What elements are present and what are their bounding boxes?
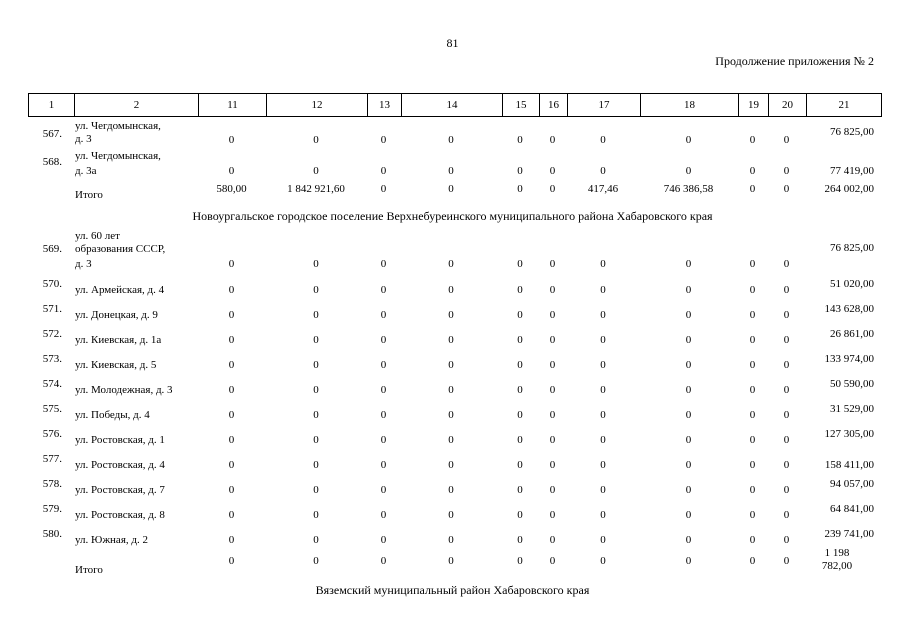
cell: 0 xyxy=(313,459,319,471)
address-line: ул. 60 лет xyxy=(75,230,120,242)
cell: 0 xyxy=(549,134,556,146)
row-number: 578. xyxy=(42,478,62,490)
cell: 0 xyxy=(783,459,790,471)
cell: 0 xyxy=(783,409,790,421)
cell: 0 xyxy=(685,509,692,521)
cell: 0 xyxy=(549,309,556,321)
cell: 0 xyxy=(380,334,387,346)
cell: 0 xyxy=(228,284,235,296)
cell: 0 xyxy=(600,134,606,146)
cell: 0 xyxy=(549,359,556,371)
cell: 0 xyxy=(448,334,454,346)
cell: 0 xyxy=(749,183,756,195)
row-number: 567. xyxy=(42,128,62,140)
cell: 0 xyxy=(783,484,790,496)
cell: 0 xyxy=(228,334,235,346)
cell: 1 842 921,60 xyxy=(287,183,345,195)
total-cell: 50 590,00 xyxy=(830,378,874,390)
address-line: ул. Ростовская, д. 4 xyxy=(75,459,165,471)
cell: 0 xyxy=(685,309,692,321)
header-cell: 16 xyxy=(540,94,568,117)
header-cell: 12 xyxy=(267,94,368,117)
cell: 0 xyxy=(783,434,790,446)
cell: 0 xyxy=(448,258,454,270)
row-number: 579. xyxy=(42,503,62,515)
cell: 0 xyxy=(749,134,756,146)
cell: 0 xyxy=(783,359,790,371)
cell: 0 xyxy=(685,165,692,177)
cell: 0 xyxy=(517,258,523,270)
row-number: 569. xyxy=(42,243,62,255)
cell: 0 xyxy=(313,434,319,446)
cell: 0 xyxy=(517,484,523,496)
cell: 0 xyxy=(228,165,235,177)
address-line: ул. Чегдомынская, xyxy=(75,120,161,132)
address-line: д. 3 xyxy=(75,133,92,145)
cell: 0 xyxy=(685,555,692,567)
address-line: ул. Южная, д. 2 xyxy=(75,534,148,546)
cell: 0 xyxy=(380,359,387,371)
cell: 0 xyxy=(783,384,790,396)
header-cell: 11 xyxy=(199,94,267,117)
row-number: 568. xyxy=(42,156,62,168)
total-cell: 782,00 xyxy=(821,560,853,572)
section-heading: Вяземский муниципальный район Хабаровского края xyxy=(315,583,590,597)
cell: 0 xyxy=(228,434,235,446)
cell: 0 xyxy=(448,434,454,446)
section-heading: Новоургальское городское поселение Верхнебуреинского муниципального района Хабаровского края xyxy=(192,209,713,223)
total-cell: 94 057,00 xyxy=(830,478,874,490)
total-cell: 133 974,00 xyxy=(824,353,874,365)
header-cell: 13 xyxy=(368,94,402,117)
cell: 0 xyxy=(549,258,556,270)
cell: 0 xyxy=(517,459,523,471)
total-cell: 76 825,00 xyxy=(830,126,874,138)
total-cell: 26 861,00 xyxy=(830,328,874,340)
cell: 0 xyxy=(600,384,606,396)
cell: 0 xyxy=(228,258,235,270)
row-number: 574. xyxy=(42,378,62,390)
cell: 0 xyxy=(448,534,454,546)
cell: 0 xyxy=(313,409,319,421)
address-line: д. 3а xyxy=(75,165,97,177)
cell: 746 386,58 xyxy=(663,183,714,195)
cell: 0 xyxy=(600,434,606,446)
address-line: ул. Донецкая, д. 9 xyxy=(75,309,158,321)
cell: 0 xyxy=(448,134,454,146)
cell: 0 xyxy=(549,434,556,446)
address-line: ул. Киевская, д. 5 xyxy=(75,359,157,371)
cell: 0 xyxy=(600,534,606,546)
total-cell: 1 198 xyxy=(824,547,850,559)
header-cell: 15 xyxy=(503,94,540,117)
cell: 0 xyxy=(517,409,523,421)
cell: 0 xyxy=(517,309,523,321)
cell: 0 xyxy=(549,534,556,546)
cell: 0 xyxy=(313,165,319,177)
cell: 0 xyxy=(685,359,692,371)
total-label: Итого xyxy=(75,564,103,576)
cell: 0 xyxy=(600,359,606,371)
row-number: 570. xyxy=(42,278,62,290)
cell: 0 xyxy=(228,134,235,146)
total-cell: 64 841,00 xyxy=(830,503,874,515)
cell: 0 xyxy=(783,134,790,146)
cell: 0 xyxy=(685,484,692,496)
cell: 0 xyxy=(549,409,556,421)
cell: 0 xyxy=(783,258,790,270)
cell: 0 xyxy=(783,284,790,296)
cell: 0 xyxy=(313,534,319,546)
cell: 0 xyxy=(517,284,523,296)
address-line: ул. Молодежная, д. 3 xyxy=(75,384,173,396)
table-header xyxy=(28,93,882,117)
cell: 0 xyxy=(783,334,790,346)
total-cell: 127 305,00 xyxy=(824,428,874,440)
cell: 0 xyxy=(228,359,235,371)
cell: 0 xyxy=(685,434,692,446)
cell: 0 xyxy=(600,484,606,496)
cell: 0 xyxy=(749,284,756,296)
cell: 0 xyxy=(448,359,454,371)
cell: 0 xyxy=(749,384,756,396)
total-cell: 31 529,00 xyxy=(830,403,874,415)
total-cell: 264 002,00 xyxy=(824,183,874,195)
cell: 0 xyxy=(783,509,790,521)
header-cell: 21 xyxy=(807,94,882,117)
address-line: ул. Ростовская, д. 8 xyxy=(75,509,165,521)
cell: 0 xyxy=(600,555,606,567)
cell: 0 xyxy=(517,359,523,371)
address-line: ул. Киевская, д. 1а xyxy=(75,334,162,346)
cell: 0 xyxy=(313,258,319,270)
cell: 0 xyxy=(228,555,235,567)
cell: 0 xyxy=(228,309,235,321)
cell: 0 xyxy=(685,384,692,396)
cell: 0 xyxy=(600,165,606,177)
cell: 0 xyxy=(380,183,387,195)
cell: 0 xyxy=(380,165,387,177)
cell: 0 xyxy=(549,384,556,396)
total-cell: 143 628,00 xyxy=(824,303,874,315)
continuation-title: Продолжение приложения № 2 xyxy=(715,54,874,68)
cell: 0 xyxy=(380,509,387,521)
cell: 0 xyxy=(685,334,692,346)
cell: 0 xyxy=(600,284,606,296)
cell: 0 xyxy=(448,459,454,471)
cell: 0 xyxy=(685,258,692,270)
cell: 0 xyxy=(685,134,692,146)
cell: 0 xyxy=(380,409,387,421)
cell: 0 xyxy=(380,384,387,396)
address-line: ул. Армейская, д. 4 xyxy=(75,284,165,296)
address-line: образования СССР, xyxy=(75,243,166,255)
cell: 0 xyxy=(783,555,790,567)
row-number: 573. xyxy=(42,353,62,365)
cell: 0 xyxy=(749,434,756,446)
cell: 0 xyxy=(749,509,756,521)
cell: 0 xyxy=(448,384,454,396)
header-cell: 1 xyxy=(29,94,75,117)
address-line: ул. Чегдомынская, xyxy=(75,150,161,162)
cell: 0 xyxy=(600,334,606,346)
cell: 0 xyxy=(600,509,606,521)
address-line: ул. Ростовская, д. 1 xyxy=(75,434,165,446)
cell: 0 xyxy=(549,334,556,346)
cell: 0 xyxy=(313,309,319,321)
cell: 0 xyxy=(313,484,319,496)
cell: 0 xyxy=(448,555,454,567)
cell: 0 xyxy=(685,459,692,471)
header-cell: 18 xyxy=(641,94,739,117)
cell: 0 xyxy=(313,555,319,567)
cell: 0 xyxy=(749,359,756,371)
total-cell: 77 419,00 xyxy=(830,165,874,177)
cell: 0 xyxy=(448,284,454,296)
cell: 0 xyxy=(448,484,454,496)
cell: 0 xyxy=(517,334,523,346)
cell: 0 xyxy=(448,409,454,421)
cell: 0 xyxy=(380,309,387,321)
cell: 0 xyxy=(380,258,387,270)
cell: 0 xyxy=(517,509,523,521)
cell: 0 xyxy=(749,555,756,567)
cell: 0 xyxy=(380,284,387,296)
cell: 0 xyxy=(313,509,319,521)
header-cell: 2 xyxy=(75,94,199,117)
cell: 0 xyxy=(380,484,387,496)
cell: 0 xyxy=(517,555,523,567)
cell: 0 xyxy=(549,555,556,567)
cell: 0 xyxy=(685,534,692,546)
cell: 0 xyxy=(517,384,523,396)
cell: 0 xyxy=(228,534,235,546)
cell: 0 xyxy=(600,309,606,321)
address-line: ул. Ростовская, д. 7 xyxy=(75,484,165,496)
row-number: 580. xyxy=(42,528,62,540)
cell: 0 xyxy=(549,484,556,496)
cell: 0 xyxy=(313,284,319,296)
cell: 0 xyxy=(783,534,790,546)
cell: 0 xyxy=(313,134,319,146)
cell: 0 xyxy=(448,183,454,195)
cell: 0 xyxy=(749,258,756,270)
cell: 0 xyxy=(517,534,523,546)
row-number: 575. xyxy=(42,403,62,415)
cell: 0 xyxy=(448,309,454,321)
cell: 0 xyxy=(685,409,692,421)
cell: 0 xyxy=(228,484,235,496)
cell: 0 xyxy=(517,183,523,195)
total-cell: 51 020,00 xyxy=(830,278,874,290)
row-number: 571. xyxy=(42,303,62,315)
cell: 0 xyxy=(549,509,556,521)
cell: 580,00 xyxy=(216,183,247,195)
cell: 0 xyxy=(380,534,387,546)
total-cell: 158 411,00 xyxy=(824,459,874,471)
total-cell: 76 825,00 xyxy=(830,242,874,254)
cell: 0 xyxy=(380,134,387,146)
cell: 0 xyxy=(517,434,523,446)
total-cell: 239 741,00 xyxy=(824,528,874,540)
cell: 0 xyxy=(448,509,454,521)
header-cell: 17 xyxy=(568,94,641,117)
cell: 0 xyxy=(749,484,756,496)
address-line: д. 3 xyxy=(75,258,92,270)
cell: 0 xyxy=(600,409,606,421)
cell: 0 xyxy=(313,384,319,396)
cell: 0 xyxy=(380,434,387,446)
cell: 0 xyxy=(313,334,319,346)
cell: 0 xyxy=(549,183,556,195)
cell: 0 xyxy=(228,509,235,521)
header-cell: 20 xyxy=(769,94,807,117)
cell: 0 xyxy=(313,359,319,371)
row-number: 572. xyxy=(42,328,62,340)
header-cell: 14 xyxy=(402,94,503,117)
cell: 0 xyxy=(228,409,235,421)
cell: 0 xyxy=(549,284,556,296)
cell: 0 xyxy=(600,459,606,471)
cell: 0 xyxy=(517,165,523,177)
cell: 0 xyxy=(448,165,454,177)
cell: 0 xyxy=(749,165,756,177)
cell: 0 xyxy=(228,459,235,471)
page-number: 81 xyxy=(446,36,459,50)
cell: 0 xyxy=(685,284,692,296)
row-number: 577. xyxy=(42,453,62,465)
cell: 0 xyxy=(749,409,756,421)
total-label: Итого xyxy=(75,189,103,201)
cell: 417,46 xyxy=(587,183,619,195)
cell: 0 xyxy=(549,165,556,177)
header-cell: 19 xyxy=(739,94,769,117)
cell: 0 xyxy=(228,384,235,396)
cell: 0 xyxy=(549,459,556,471)
cell: 0 xyxy=(600,258,606,270)
cell: 0 xyxy=(380,459,387,471)
row-number: 576. xyxy=(42,428,62,440)
cell: 0 xyxy=(517,134,523,146)
address-line: ул. Победы, д. 4 xyxy=(75,409,150,421)
cell: 0 xyxy=(749,534,756,546)
cell: 0 xyxy=(749,459,756,471)
cell: 0 xyxy=(749,334,756,346)
cell: 0 xyxy=(749,309,756,321)
cell: 0 xyxy=(380,555,387,567)
cell: 0 xyxy=(783,165,790,177)
cell: 0 xyxy=(783,309,790,321)
cell: 0 xyxy=(783,183,790,195)
